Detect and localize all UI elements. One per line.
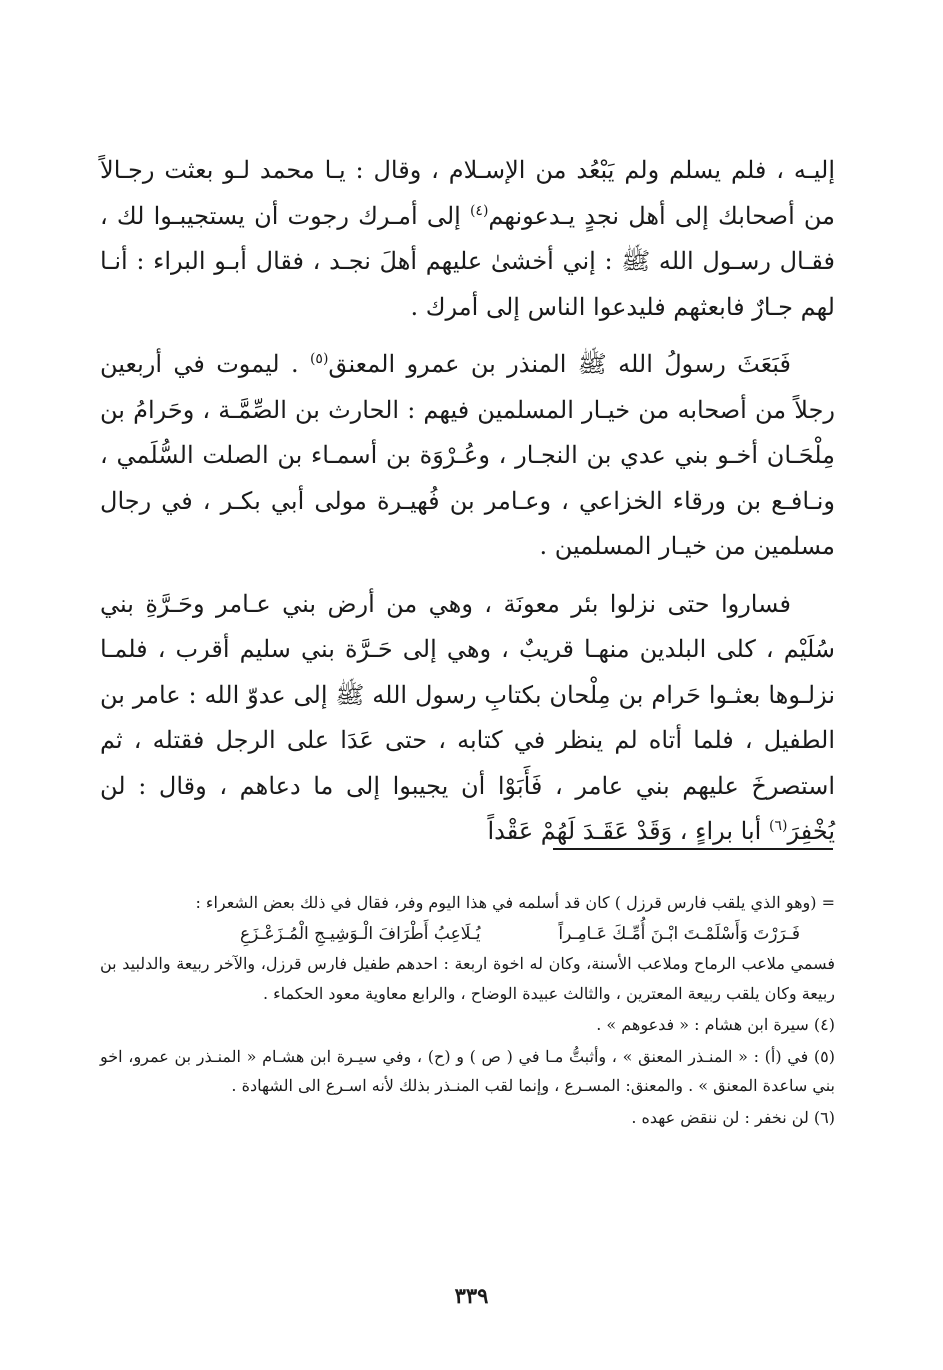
verse-second-hemistich: يُـلَاعِبُ أَطْرَافَ الْـوَشِيـجِ الْمُـزَعْـزَعِ xyxy=(240,923,481,944)
footnote-continuation-2: فسمي ملاعب الرماح وملاعب الأسنة، وكان له اخوة اربعة : احدهم طفيل فارس قرزل، والآخر ربيعة والدلبيد بن ربيعة وكان يلقب ربيعة المعترين ، والثالث عبيدة الوضاح ، والرابع معاوية معود الحكماء . xyxy=(100,954,836,1003)
main-text xyxy=(100,148,835,867)
footnote-4: (٤) سيرة ابن هشام : « فدعوهم » . xyxy=(596,1015,835,1034)
verse-first-hemistich: فَـرَرْتَ وَأَسْلَمْـتَ ابْـنَ أُمِّـكَ عَـامِـراً xyxy=(558,923,800,944)
poem-verse xyxy=(100,920,835,950)
footnote-6: (٦) لن نخفر : لن ننقض عهده . xyxy=(631,1107,835,1127)
footnote-ref-6[interactable]: (٦) xyxy=(768,818,788,834)
footnote-5: (٥) في (أ) : « المنـذر المعنق » ، وأثبتُّ مـا في ( ص ) و (ح) ، وفي سيـرة ابن هشـام « المنـذر بن عمرو، اخو بني ساعدة المعنق » . والمعنق: المسـرع ، وإنما لقب المنـذر بذلك لأنه اسـرع الى الشهادة . xyxy=(100,1046,835,1095)
footnote-ref-5[interactable]: (٥) xyxy=(309,351,329,367)
footnote-continuation: = (وهو الذي يلقب فارس قرزل ) كان قد أسلمه في هذا اليوم وفر، فقال في ذلك بعض الشعراء : xyxy=(195,893,835,912)
footnote-separator xyxy=(553,848,833,850)
footnote-ref-4[interactable]: (٤) xyxy=(469,202,489,219)
paragraph-2: فَبَعَثَ رسولُ الله ﷺ المنذر بن عمرو المعنق$^{(٥)}$ . ليموت في أربعين رجلاً من أصحابه من خيـار المسلمين فيهم : الحارث بن الصِّمَّـة ، وحَرامُ بن مِلْحَـان أخـو بني عدي بن النجـار ، وعُـرْوَة بن أسمـاء بن الصلت السُّلَمي ، ونـافـع بن ورقاء الخزاعي ، وعـامر بن فُهيـرة مولى أبي بكـر ، في رجال مسلمين من خيـار المسلمين . xyxy=(100,350,836,560)
paragraph-1: إليـه ، فلم يسلم ولم يَبْعُد من الإسـلام ، وقال : يـا محمد لـو بعثت رجـالاً من أصحابك إلى أهل نجدٍ يـدعونهم$^{(٤)}$ إلى أمـرك رجوت أن يستجيبـوا لك ، فقـال رسـول الله ﷺ : إني أخشىٰ عليهم أهلَ نجـد ، فقال أبـو البراء : أنـا لهم جـارٌ فابعثهم فليدعوا الناس إلى أمرك . xyxy=(100,156,835,321)
page-number: ٣٣٩ xyxy=(454,1283,489,1308)
paragraph-3: فساروا حتى نزلوا بئر معونَة ، وهي من أرض بني عـامر وحَـرَّةِ بني سُلَيْم ، كلى البلدين منهـا قريبٌ ، وهي إلى حَـرَّة بني سليم أقرب ، فلمـا نزلـوها بعثـوا حَرام بن مِلْحان بكتابِ رسول الله ﷺ إلى عدوّ الله : عامر بن الطفيل ، فلما أتاه لم ينظر في كتابه ، حتى عَدَا على الرجل فقتله ، ثم استصرخَ عليهم بني عامر ، فَأَبَوْا أن يجيبوا إلى ما دعاهم ، وقال : لن يُخْفِرَ$^{(٦)}$ أبا براءٍ ، وَقَدْ عَقَـدَ لَهُمْ عَقْداً xyxy=(100,589,835,845)
footnotes xyxy=(100,888,835,1134)
